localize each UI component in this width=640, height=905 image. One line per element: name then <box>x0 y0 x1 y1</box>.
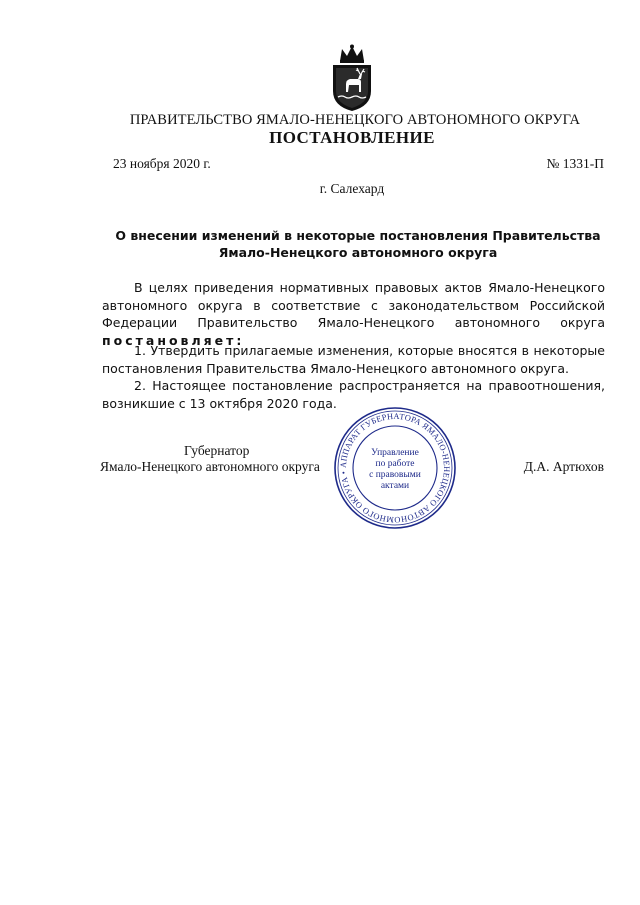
office-stamp <box>332 405 458 531</box>
operative-word: постановляет: <box>102 332 245 348</box>
preamble-paragraph <box>102 279 605 349</box>
government-name: ПРАВИТЕЛЬСТВО ЯМАЛО-НЕНЕЦКОГО АВТОНОМНОГО ОКРУГА <box>129 112 581 128</box>
signatory-name: Д.А. Артюхов <box>523 459 604 474</box>
preamble-text: В целях приведения нормативных правовых актов Ямало-Ненецкого автономного округа в соответствие с законодательством Российской Федерации Правительство Ямало-Ненецкого автономного округа <box>102 280 605 330</box>
stamp-ring-text: АППАРАТ ГУБЕРНАТОРА ЯМАЛО-НЕНЕЦКОГО АВТОНОМНОГО ОКРУГА • <box>338 411 452 525</box>
stamp-line-4: актами <box>380 481 410 491</box>
document-type: ПОСТАНОВЛЕНИЕ <box>269 128 435 147</box>
document-number: № 1331-П <box>546 156 604 171</box>
document-date: 23 ноября 2020 г. <box>113 156 211 171</box>
operative-items <box>102 342 605 412</box>
item-2: 2. Настоящее постановление распространяется на правоотношения, возникшие с 13 октября 2020 года. <box>102 378 605 411</box>
item-1: 1. Утвердить прилагаемые изменения, которые вносятся в некоторые постановления Правительства Ямало-Ненецкого автономного округа. <box>102 343 605 376</box>
stamp-line-2: по работе <box>375 459 415 469</box>
coat-of-arms-icon <box>327 44 377 112</box>
stamp-line-3: с правовыми <box>369 470 421 480</box>
document-city: г. Салехард <box>319 181 385 196</box>
stamp-line-1: Управление <box>371 448 419 458</box>
signatory-office: Ямало-Ненецкого автономного округа <box>100 459 320 474</box>
signatory-title: Губернатор <box>184 443 250 458</box>
stamp-svg <box>332 405 458 531</box>
coat-of-arms-svg <box>327 44 377 112</box>
document-title: О внесении изменений в некоторые постановления Правительства Ямало-Ненецкого автономного округа <box>115 228 601 260</box>
